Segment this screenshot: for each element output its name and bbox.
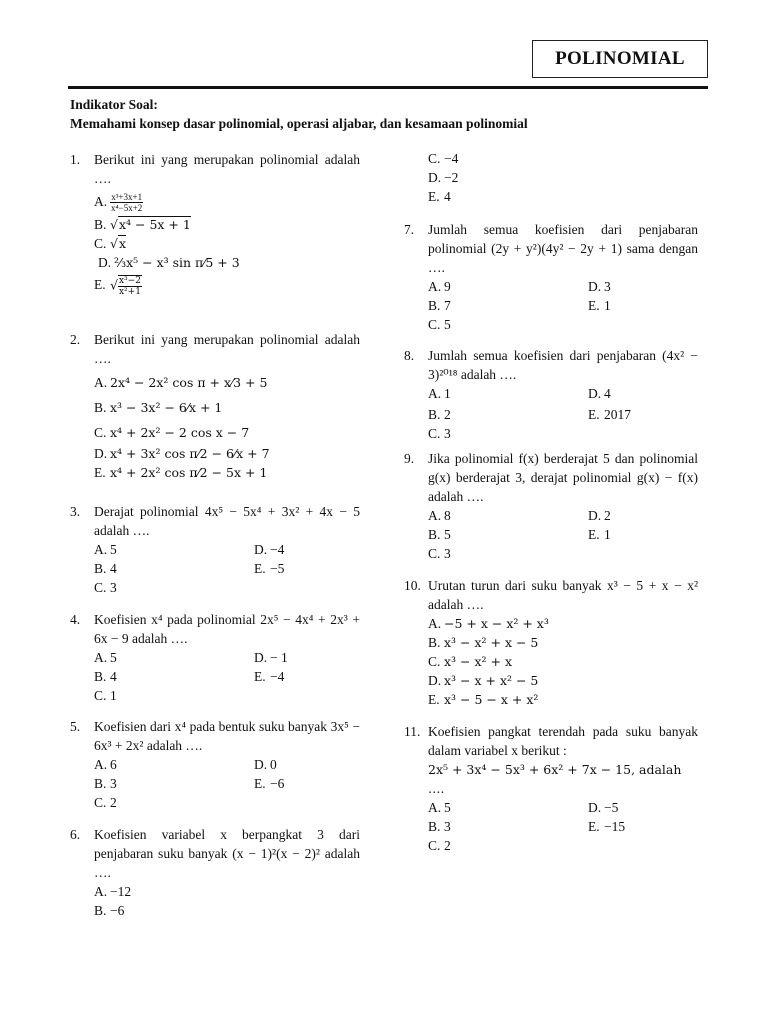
option-text: 5: [444, 317, 451, 332]
option-text: − 1: [270, 650, 288, 665]
question-number: 8.: [404, 348, 415, 363]
option-text: 8: [444, 508, 451, 523]
option-label: B.: [94, 561, 107, 576]
question-10: [404, 576, 698, 709]
option-label: C.: [94, 580, 107, 595]
option-e: [254, 559, 374, 578]
option-text: 3: [604, 279, 611, 294]
question-text: Koefisien dari x⁴ pada bentuk suku banyak 3x⁵ − 6x³ + 2x² adalah ….: [94, 719, 360, 753]
option-text: 7: [444, 298, 451, 313]
question-number: 7.: [404, 222, 415, 237]
option-label: E.: [254, 561, 266, 576]
option-a: [94, 755, 254, 774]
option-text: 6: [110, 757, 117, 772]
option-text: x⁴ + 3x² cos π⁄2 − 6⁄x + 7: [110, 446, 270, 461]
question-text: Koefisien pangkat terendah pada suku banyak dalam variabel x berikut :: [428, 724, 698, 758]
option-label: D.: [254, 542, 268, 557]
option-text: 3: [110, 776, 117, 791]
question-text: Koefisien x⁴ pada polinomial 2x⁵ − 4x⁴ + 2x³ + 6x − 9 adalah ….: [94, 612, 360, 646]
question-number: 11.: [404, 724, 421, 739]
option-c: [428, 652, 698, 671]
option-label: E.: [428, 189, 440, 204]
question-text: Derajat polinomial 4x⁵ − 5x⁴ + 3x² + 4x − 5 adalah ….: [94, 504, 360, 538]
option-label: E.: [588, 298, 600, 313]
option-text: 1: [110, 688, 117, 703]
question-text: Berikut ini yang merupakan polinomial adalah ….: [94, 152, 360, 186]
option-text: 3: [444, 819, 451, 834]
option-label: B.: [94, 903, 107, 918]
option-e: [254, 667, 374, 686]
option-label: E.: [94, 277, 106, 292]
option-text: −15: [604, 819, 626, 834]
option-text: −5: [604, 800, 619, 815]
option-text: −6: [270, 776, 285, 791]
option-e-fraction: [118, 275, 142, 297]
option-text: −5: [270, 561, 285, 576]
option-text: 2x⁴ − 2x² cos π + x⁄3 + 5: [110, 375, 268, 390]
option-c-sqrt: √x: [110, 236, 127, 251]
option-text: −6: [110, 903, 125, 918]
question-4: [70, 610, 360, 705]
option-text: 3: [444, 426, 451, 441]
option-text: 4: [110, 669, 117, 684]
option-e-sqrt: √ $\frac{\text{x³−2}}{\text{x²+1}}$: [110, 276, 141, 297]
option-label: B.: [428, 635, 441, 650]
option-e: [254, 774, 374, 793]
option-label: C.: [428, 654, 441, 669]
option-label: E.: [94, 465, 106, 480]
question-8: [404, 346, 698, 443]
option-label: D.: [588, 386, 602, 401]
option-text: 5: [444, 527, 451, 542]
option-label: B.: [428, 298, 441, 313]
option-label: B.: [94, 400, 107, 415]
question-number: 1.: [70, 152, 81, 167]
option-label: D.: [98, 255, 112, 270]
option-label: E.: [254, 669, 266, 684]
question-11: [404, 722, 698, 855]
option-text: −4: [270, 669, 285, 684]
option-text: x³ − 3x² − 6⁄x + 1: [110, 400, 223, 415]
option-text: 1: [604, 527, 611, 542]
option-a: [428, 798, 588, 817]
option-a: [94, 540, 254, 559]
option-a-fraction: [110, 192, 143, 213]
option-label: B.: [94, 217, 107, 232]
option-text: 2017: [604, 407, 631, 422]
page-title: POLINOMIAL: [532, 40, 708, 78]
fraction-denominator: x⁴−5x+2: [111, 203, 143, 213]
option-label: A.: [94, 884, 108, 899]
option-c: [428, 149, 698, 168]
question-number: 10.: [404, 578, 421, 593]
option-text: 0: [270, 757, 277, 772]
option-d: [428, 671, 698, 690]
option-b: [94, 901, 360, 920]
option-text: 1: [604, 298, 611, 313]
option-label: D.: [428, 170, 442, 185]
option-e: [428, 690, 698, 709]
option-text: x: [118, 236, 127, 251]
option-text: x⁴ + 2x² cos π⁄2 − 5x + 1: [110, 465, 268, 480]
fraction-denominator: x²+1: [118, 287, 141, 297]
option-text: 3: [110, 580, 117, 595]
indikator-text: Memahami konsep dasar polinomial, operasi aljabar, dan kesamaan polinomial: [70, 116, 528, 131]
option-label: D.: [588, 508, 602, 523]
question-number: 9.: [404, 451, 415, 466]
option-label: C.: [428, 546, 441, 561]
fraction-numerator: x³−2: [118, 276, 141, 286]
option-label: E.: [588, 819, 600, 834]
option-text: −5 + x − x² + x³: [444, 616, 549, 631]
option-label: D.: [588, 279, 602, 294]
option-label: E.: [428, 692, 440, 707]
question-6-continued: [428, 149, 698, 206]
option-label: E.: [588, 527, 600, 542]
option-text: x³ − x² + x: [444, 654, 513, 669]
option-text: 3: [444, 546, 451, 561]
option-label: C.: [94, 425, 107, 440]
option-label: A.: [94, 194, 108, 209]
option-a: [94, 882, 360, 901]
option-d: [428, 168, 698, 187]
option-label: D.: [428, 673, 442, 688]
option-label: A.: [428, 800, 442, 815]
question-text: Koefisien variabel x berpangkat 3 dari penjabaran suku banyak (x − 1)²(x − 2)² adalah ….: [94, 827, 360, 880]
option-label: C.: [428, 317, 441, 332]
option-c: [428, 315, 588, 334]
option-c: [428, 836, 588, 855]
option-a: [428, 384, 588, 403]
option-e: [588, 296, 708, 315]
option-d: [588, 384, 708, 403]
option-text: 5: [110, 542, 117, 557]
option-text: 5: [444, 800, 451, 815]
option-b-sqrt: √x⁴ − 5x + 1: [110, 217, 191, 232]
option-b: [428, 296, 588, 315]
option-label: C.: [94, 236, 107, 251]
option-a: [428, 277, 588, 296]
option-c: [428, 544, 588, 563]
option-text: −2: [444, 170, 459, 185]
option-text: 2: [604, 508, 611, 523]
option-b: [94, 774, 254, 793]
option-text: ²⁄₃x⁵ − x³ sin π⁄5 + 3: [114, 255, 240, 270]
question-number: 4.: [70, 612, 81, 627]
option-label: B.: [428, 527, 441, 542]
option-label: E.: [254, 776, 266, 791]
question-7: [404, 220, 698, 334]
option-b: [428, 525, 588, 544]
option-label: B.: [94, 776, 107, 791]
option-text: x⁴ + 2x² − 2 cos x − 7: [110, 425, 250, 440]
option-label: C.: [428, 838, 441, 853]
question-expression: 2x⁵ + 3x⁴ − 5x³ + 6x² + 7x − 15, adalah ….: [428, 762, 682, 796]
question-6: [70, 825, 360, 920]
option-d: [588, 798, 708, 817]
option-e: [588, 817, 708, 836]
option-text: 2: [444, 838, 451, 853]
question-number: 2.: [70, 332, 81, 347]
option-b: [428, 633, 698, 652]
option-label: B.: [94, 669, 107, 684]
option-a: [428, 506, 588, 525]
option-label: C.: [94, 795, 107, 810]
question-5: [70, 717, 360, 812]
option-text: 2: [444, 407, 451, 422]
option-label: E.: [588, 407, 600, 422]
question-number: 6.: [70, 827, 81, 842]
option-c: [94, 793, 254, 812]
option-b: [94, 667, 254, 686]
option-b: [94, 559, 254, 578]
option-d: [588, 506, 708, 525]
fraction-numerator: x³+3x+1: [111, 192, 143, 202]
option-label: D.: [94, 446, 108, 461]
option-label: D.: [254, 650, 268, 665]
option-text: x³ − x² + x − 5: [444, 635, 539, 650]
question-3: [70, 502, 360, 597]
option-text: x³ − x + x² − 5: [444, 673, 539, 688]
option-text: 5: [110, 650, 117, 665]
option-text: x³ − 5 − x + x²: [444, 692, 539, 707]
option-label: A.: [428, 508, 442, 523]
option-d: [254, 540, 374, 559]
option-label: A.: [94, 757, 108, 772]
option-a: [94, 648, 254, 667]
question-text: Jumlah semua koefisien dari penjabaran polinomial (2y + y²)(4y² − 2y + 1) sama dengan ….: [428, 222, 698, 275]
question-9: [404, 449, 698, 563]
option-label: C.: [428, 151, 441, 166]
option-text: x⁴ − 5x + 1: [118, 217, 191, 232]
option-label: A.: [428, 386, 442, 401]
question-2: [70, 330, 360, 482]
indikator-label: Indikator Soal:: [70, 97, 158, 112]
option-e: [428, 187, 698, 206]
option-e: [588, 525, 708, 544]
option-text: 2: [110, 795, 117, 810]
question-text: Jumlah semua koefisien dari penjabaran (4x² − 3)²⁰¹⁸ adalah ….: [428, 348, 698, 382]
option-text: −4: [270, 542, 285, 557]
option-label: A.: [94, 542, 108, 557]
option-label: A.: [94, 650, 108, 665]
option-label: B.: [428, 819, 441, 834]
option-text: 9: [444, 279, 451, 294]
option-text: 1: [444, 386, 451, 401]
question-number: 3.: [70, 504, 81, 519]
option-label: A.: [94, 375, 108, 390]
option-d: [254, 648, 374, 667]
option-label: D.: [254, 757, 268, 772]
option-b: [428, 817, 588, 836]
option-text: −12: [110, 884, 132, 899]
option-label: D.: [588, 800, 602, 815]
question-number: 5.: [70, 719, 81, 734]
option-d: [254, 755, 374, 774]
option-e: [588, 405, 708, 424]
option-text: −4: [444, 151, 459, 166]
option-b: [428, 405, 588, 424]
question-text: Berikut ini yang merupakan polinomial adalah ….: [94, 332, 360, 366]
option-label: A.: [428, 279, 442, 294]
header-divider: [68, 86, 708, 89]
option-a: [428, 614, 698, 633]
question-text: Urutan turun dari suku banyak x³ − 5 + x − x² adalah ….: [428, 578, 698, 612]
option-d: [588, 277, 708, 296]
option-label: A.: [428, 616, 442, 631]
option-text: 4: [444, 189, 451, 204]
question-text: Jika polinomial f(x) berderajat 5 dan polinomial g(x) berderajat 3, derajat polinomial g(x) − f(x) adalah ….: [428, 451, 698, 504]
option-label: B.: [428, 407, 441, 422]
option-c: [94, 686, 254, 705]
option-c: [428, 424, 588, 443]
option-label: C.: [428, 426, 441, 441]
option-c: [94, 578, 254, 597]
option-text: 4: [110, 561, 117, 576]
question-1: [70, 150, 360, 297]
option-label: C.: [94, 688, 107, 703]
option-text: 4: [604, 386, 611, 401]
